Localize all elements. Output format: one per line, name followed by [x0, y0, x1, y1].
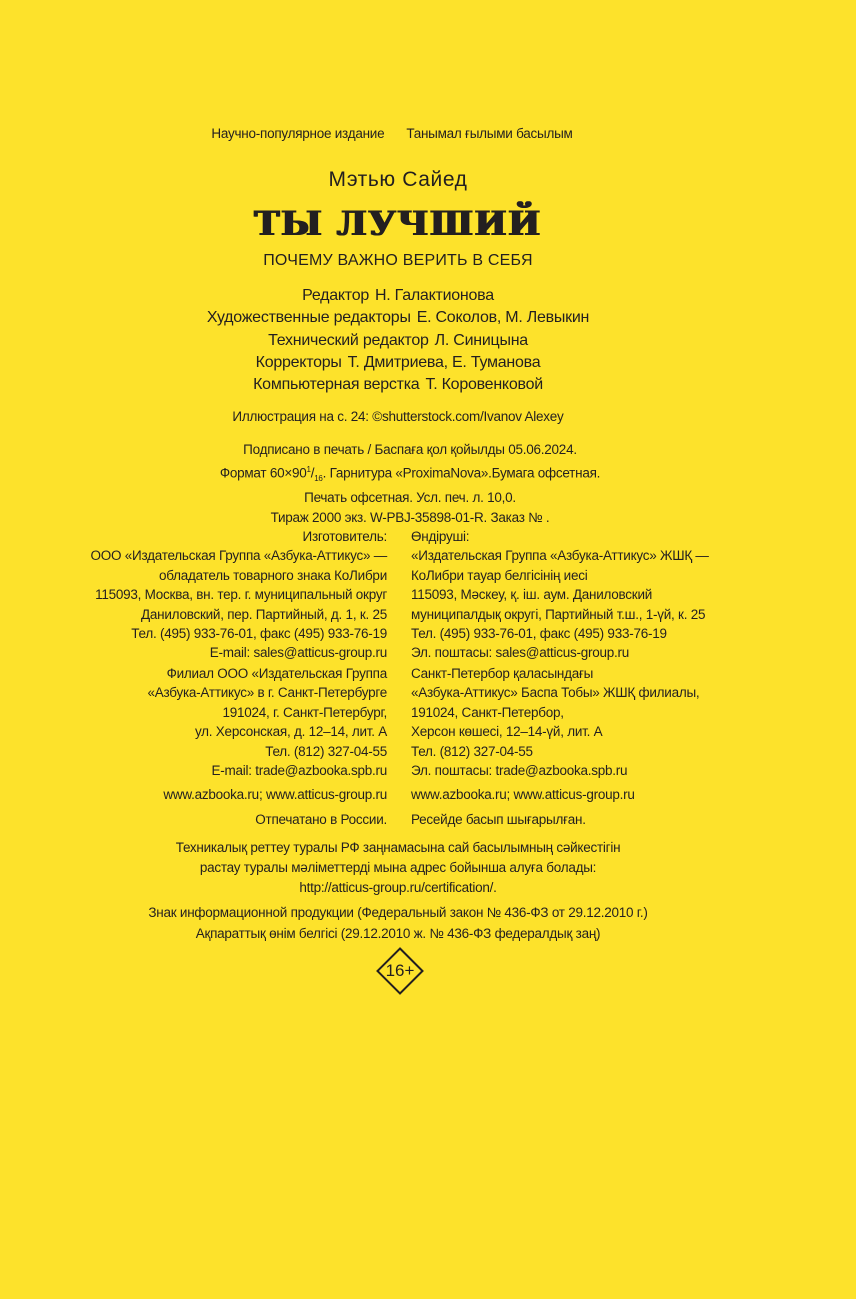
credit-role: Компьютерная верстка — [253, 376, 420, 394]
manufacturer-kz-line: «Издательская Группа «Азбука-Аттикус» ЖШҚ — — [411, 548, 709, 564]
websites-ru: www.azbooka.ru; www.atticus-group.ru — [163, 787, 387, 802]
age-rating-label: 16+ — [385, 961, 415, 980]
branch-ru-line: ул. Херсонская, д. 12–14, лит. А — [194, 724, 387, 740]
branch-kz-line: 191024, Санкт-Петербор, — [411, 704, 564, 720]
manufacturer-kz-line: Тел. (495) 933-76-01, факс (495) 933-76-19 — [411, 626, 667, 642]
branch-kz-line: Херсон көшесі, 12–14-үй, лит. А — [411, 724, 603, 740]
credit-names: Е. Соколов, М. Левыкин — [416, 309, 590, 327]
genre-kz: Танымал ғылыми басылым — [406, 126, 573, 141]
branch-kz — [411, 664, 699, 780]
print-signed: Подписано в печать / Баспаға қол қойылды 05.06.2024. — [243, 442, 577, 457]
certification-line: растау туралы мәліметтерді мына адрес бойынша алуға болады: — [199, 860, 597, 875]
branch-ru-email: E-mail: trade@azbooka.spb.ru — [211, 763, 387, 779]
credit-names: Т. Дмитриева, Е. Туманова — [347, 353, 541, 371]
manufacturer-ru-line: Даниловский, пер. Партийный, д. 1, к. 25 — [141, 606, 387, 622]
manufacturer-ru-email: E-mail: sales@atticus-group.ru — [209, 645, 387, 661]
book-title: ТЫ ЛУЧШИЙ — [254, 204, 542, 244]
credit-role: Корректоры — [255, 353, 342, 371]
credit-names: Т. Коровенковой — [425, 376, 543, 394]
manufacturer-ru-line: ООО «Издательская Группа «Азбука-Аттикус» — — [90, 548, 387, 564]
branch-ru-line: 191024, г. Санкт-Петербург, — [222, 704, 387, 720]
branch-kz-line: Санкт-Петербор қаласындағы — [411, 666, 594, 681]
manufacturer-ru — [91, 527, 387, 663]
credit-line — [0, 330, 796, 352]
manufacturer-ru-line: 115093, Москва, вн. тер. г. муниципальный округ — [95, 587, 387, 603]
info-product-law — [0, 903, 796, 944]
credit-line — [0, 352, 796, 374]
manufacturer-kz-email: Эл. поштасы: sales@atticus-group.ru — [411, 645, 630, 661]
credit-line — [0, 374, 796, 396]
credit-line — [0, 307, 796, 329]
manufacturer-kz-line: 115093, Мәскеу, қ. іш. аум. Даниловский — [411, 587, 653, 603]
branch-kz-email: Эл. поштасы: trade@azbooka.spb.ru — [411, 763, 628, 779]
age-rating-badge — [376, 947, 424, 995]
branch-ru-line: Филиал ООО «Издательская Группа — [166, 666, 387, 681]
law-line-kz: Ақпараттық өнім белгісі (29.12.2010 ж. № 436-ФЗ федералдық заң) — [195, 925, 601, 941]
branch-kz-line: «Азбука-Аттикус» Баспа Тобы» ЖШҚ филиалы, — [411, 685, 700, 701]
book-subtitle: ПОЧЕМУ ВАЖНО ВЕРИТЬ В СЕБЯ — [263, 252, 533, 269]
certification-url: http://atticus-group.ru/certification/. — [299, 880, 497, 895]
branch-ru-line: Тел. (812) 327-04-55 — [265, 743, 387, 759]
certification-line: Техникалық реттеу туралы РФ заңнамасына сай басылымның сәйкестігін — [175, 840, 621, 855]
genre-ru: Научно-популярное издание — [211, 126, 385, 141]
printed-in-ru: Отпечатано в России. — [255, 812, 387, 827]
printed-in-kz: Ресейде басып шығарылған. — [411, 812, 586, 827]
branch-ru — [147, 664, 387, 780]
author-name: Мэтью Сайед — [328, 168, 468, 191]
genre-line — [0, 126, 784, 141]
print-format: Формат $60\times 90^1/_{16}$. Гарнитура «ProximaNova».Бумага офсетная. — [219, 464, 601, 483]
manufacturer-ru-line: Тел. (495) 933-76-01, факс (495) 933-76-19 — [131, 626, 387, 642]
illustration-credit: Иллюстрация на с. 24: ©shutterstock.com/Ivanov Alexey — [232, 409, 564, 424]
print-info — [0, 440, 820, 528]
credit-role: Художественные редакторы — [206, 309, 411, 327]
manufacturer-ru-line: обладатель товарного знака КоЛибри — [159, 567, 387, 583]
websites-kz: www.azbooka.ru; www.atticus-group.ru — [411, 787, 635, 802]
print-run: Тираж 2000 экз. W-PBJ-35898-01-R. Заказ № . — [270, 509, 550, 525]
branch-kz-line: Тел. (812) 327-04-55 — [411, 743, 533, 759]
manufacturer-kz-line: Өндіруші: — [411, 529, 470, 544]
credit-names: Л. Синицына — [434, 331, 528, 349]
credit-line — [0, 285, 796, 307]
print-offset: Печать офсетная. Усл. печ. л. 10,0. — [304, 490, 516, 506]
manufacturer-kz-line: муниципалдық округі, Партийный т.ш., 1-үй, к. 25 — [411, 606, 706, 622]
credits-block — [0, 285, 796, 396]
law-line-ru: Знак информационной продукции (Федеральный закон № 436-ФЗ от 29.12.2010 г.) — [148, 905, 648, 920]
manufacturer-ru-line: Изготовитель: — [302, 529, 387, 544]
credit-role: Технический редактор — [268, 331, 429, 349]
certification-note — [0, 838, 796, 898]
manufacturer-kz-line: КоЛибри тауар белгісінің иесі — [411, 567, 588, 583]
manufacturer-kz — [411, 527, 709, 663]
branch-ru-line: «Азбука-Аттикус» в г. Санкт-Петербурге — [147, 685, 387, 701]
credit-names: Н. Галактионова — [374, 287, 494, 304]
credit-role: Редактор — [302, 287, 369, 304]
